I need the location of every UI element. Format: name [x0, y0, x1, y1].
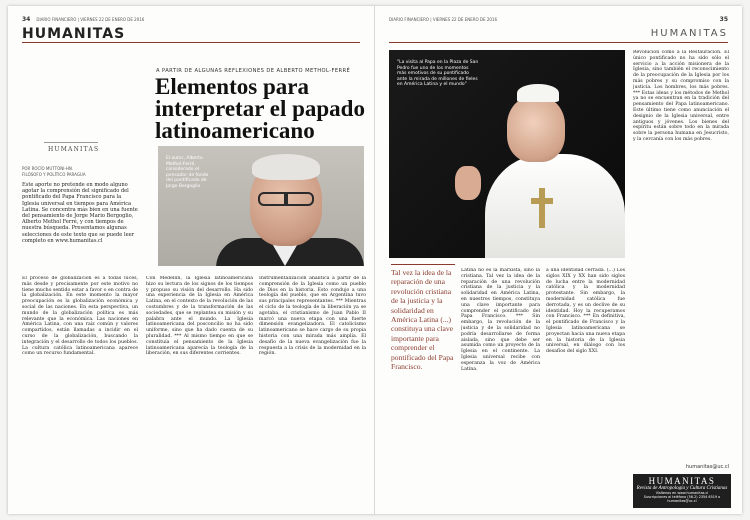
left-section-bar: [22, 25, 360, 43]
ad-line-1: Visítenos en www.humanitas.cl: [655, 491, 709, 495]
humanitas-ad[interactable]: [633, 474, 731, 508]
brand-mark: HUMANITAS: [48, 146, 100, 153]
pullquote: Tal vez la idea de la reparación de una revolución cristiana de la justicia y la solidaridad en América Latina (...) constituya una clave importante para comprender el pontificado del Papa Francisco.: [391, 268, 454, 372]
body-column-b: a una identidad cerrada. (...) Los siglos XIX y XX han sido siglos de lucha entre la modernidad católica y la modernidad protestante. Sin embargo, la modernidad católica fue derrotada, y es un declive de su identidad. Hoy la recuperamos con Francisco. *** En definitiva, el pontificado de Francisco y la Iglesia latinoamericana se proyectan hacia una nueva etapa en la historia de la Iglesia universal, en diálogo con los desafíos del siglo XXI.: [546, 268, 625, 355]
pope-face: [507, 96, 565, 162]
right-page-number: 35: [719, 16, 728, 23]
right-folio: [389, 16, 728, 23]
ad-line-2: Suscripciones al teléfono (56-2) 2354 6519 o humanitas@uc.cl: [643, 495, 721, 504]
right-folio-date: DIARIO FINANCIERO | VIERNES 22 DE ENERO DE 2016: [389, 17, 497, 22]
photo-glasses: [258, 192, 314, 206]
ad-subtitle: Revista de Antropología y Cultura Cristianas: [636, 486, 728, 491]
body-column-a: Latina no es la marxista, sino la cristiana. Tal vez la idea de la reparación de una revolución cristiana de la justicia y la solidaridad en América Latina, en nuestros tiempos, constituya una clave importante para comprender el pontificado del Papa Francisco. *** Sin embargo, la revolución de la justicia y de la solidaridad no podría desarrollarse de forma aislada, sino que debe ser asumida como un proyecto de la Iglesia en el continente. La Iglesia universal recibe con esperanza la voz de América Latina.: [461, 268, 540, 372]
newspaper-spread: [8, 6, 742, 514]
body-column-3: Instrumentalización analítica a partir de la comprensión de la Iglesia como un pueblo de Dios en la historia. Esto condujo a una teología del pueblo, que en Argentina tuvo sus principales representantes. *** Mientras el ciclo de la teología de la liberación ya se agotaba, el cristianismo de Juan Pablo II marcó una nueva etapa con una fuerte dimensión evangelizadora. El catolicismo latinoamericano se hace cargo de su propia historia con una mirada más amplia. El desafío de la nueva evangelización fue la respuesta a la crisis de la modernidad en la región.: [259, 276, 366, 357]
contact-email[interactable]: humanitas@uc.cl: [685, 464, 729, 470]
right-section-bar: [389, 25, 728, 43]
pope-hand: [455, 166, 481, 200]
brand-rule: [44, 142, 98, 143]
photo-caption: El autor, Alberto Methol-Ferré, considerado el pensador de fondo del pontificado de Jorge Bergoglio: [166, 156, 209, 189]
right-column-main: Revolución como a la Restauración. El único pontificado no ha sido sólo el servicio a la acción misionera de la Iglesia, sino también el reconocimiento de la preocupación de la Iglesia por los más pobres y su compromiso con la justicia. Los hombres, los más pobres. *** Estas ideas y los métodos de Methol ya no se encuentran en la tradición del pensamiento del Papa latinoamericano. Este último tiene como anunciación el designio de la Iglesia universal, entre antiguos y jóvenes. Los bienes del espíritu están sobre todo en la mirada sobre la persona humana en Jesucristo, y la cercanía con los más pobres.: [633, 50, 729, 142]
pectoral-cross-icon: [539, 188, 545, 228]
body-column-2: Con Medellín, la Iglesia latinoamericana hizo su lectura de los signos de los tiempos y propuso su visión del desarrollo. Ha sido una experiencia de la Iglesia en América Latina, en el contexto de la revolución de las costumbres y de la transformación de las sociedades, que se replantea su misión y su palabra ante el mundo. La Iglesia latinoamericana del posconcilio no ha sido uniforme, sino que ha dado cuenta de su pluralidad. *** Al mismo tiempo en que se constituía el pensamiento de la Iglesia latinoamericana aparecía la teología de la liberación, en sus diferentes corrientes.: [146, 276, 253, 357]
photo-quote: "La visita al Papa en la Plaza de San Pedro fue uno de los momentos más emotivos de su pontificado ante la mirada de millones de fieles en América Latina y el mundo": [397, 60, 479, 88]
left-folio-date: DIARIO FINANCIERO | VIERNES 22 DE ENERO DE 2016: [36, 17, 145, 22]
left-page-number: 34: [22, 16, 31, 23]
photo-hair: [252, 154, 320, 180]
author-photo: [158, 146, 364, 266]
right-section-label: HUMANITAS: [650, 28, 728, 39]
left-section-label: HUMANITAS: [22, 25, 126, 42]
pullquote-rule: [391, 264, 455, 265]
kicker: A PARTIR DE ALGUNAS REFLEXIONES DE ALBERTO METHOL-FERRÉ: [156, 68, 351, 74]
body-column-1: El proceso de globalización es a todas luces, más desde y precisamente por este motivo no tiene mucho sentido estar a favor o en contra de la globalización. En este momento la mayor preocupación es la globalización económica y social de las naciones. En esta perspectiva, un mundo de la globalización política es más relevante que la económica. Las naciones en América Latina, con una raíz común y valores compartidos, están llamadas a incidir en el curso de la globalización, buscando la integración y el desarrollo de todos los pueblos. La cultura católica latinoamericana aparece como un recurso fundamental.: [22, 276, 138, 357]
body-columns-right: [461, 268, 625, 506]
pope-photo: [389, 50, 625, 258]
right-page: [375, 6, 742, 514]
lede-paragraph: Este aporte no pretende en modo alguno agotar la comprensión del significado del pontificado del Papa Francisco para la Iglesia universal en tiempos para América Latina. Se concentra más bien en una fuente del pensamiento de Jorge Mario Bergoglio, Alberto Methol Ferré, y con tiempos de nuestra búsqueda. Presentamos algunas selecciones de este texto que se puede leer completo en www.humanitas.cl: [22, 182, 138, 244]
body-columns-left: [146, 276, 366, 506]
left-page: [8, 6, 375, 514]
pope-cassock: [485, 154, 625, 258]
left-folio: [22, 16, 360, 23]
headline: Elementos para interpretar el papado latinoamericano: [155, 74, 365, 143]
byline: POR ROCÍO MUTTONI-HN. FILÓSOFO Y POLÍTICO PARAGUA: [22, 166, 86, 177]
zucchetto-icon: [517, 84, 559, 102]
ad-title: HUMANITAS: [648, 476, 716, 486]
